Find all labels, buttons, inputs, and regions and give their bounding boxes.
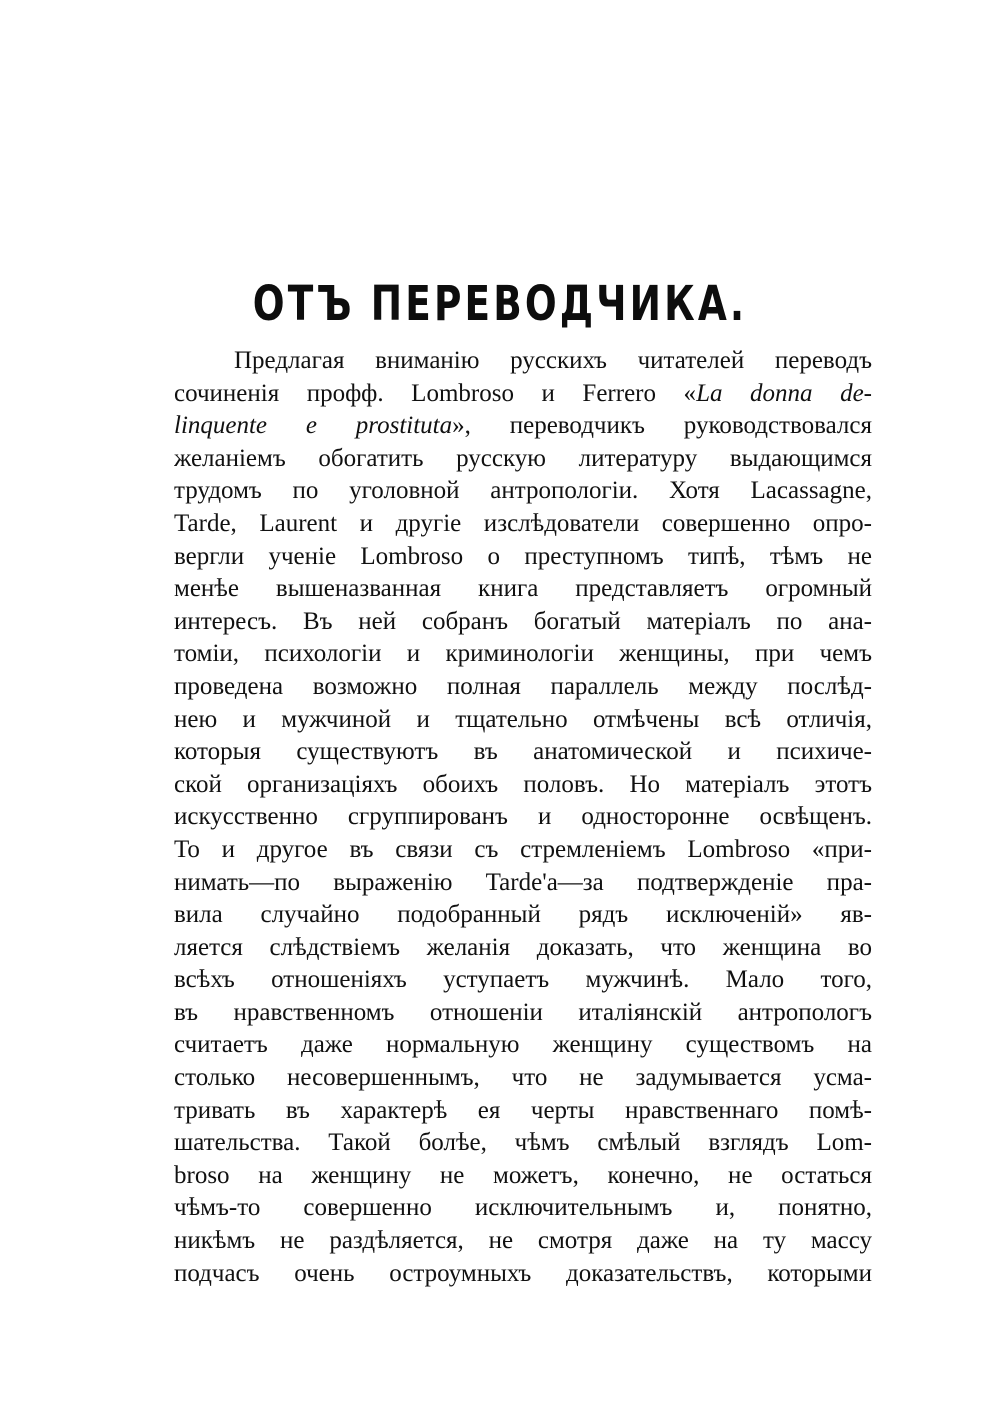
- text-line: никѣмъ не раздѣляется, не смотря даже на ту массу: [174, 1227, 872, 1255]
- text-line: шательства. Такой болѣе, чѣмъ смѣлый взглядъ Lom-: [174, 1129, 872, 1157]
- text-line: считаетъ даже нормальную женщину существомъ на: [174, 1031, 872, 1059]
- page-heading: ОТЪ ПЕРЕВОДЧИКА.: [252, 276, 748, 332]
- text-line: [174, 378, 872, 411]
- text-line: проведена возможно полная параллель между послѣд-: [174, 672, 872, 700]
- text-line: То и другое въ связи съ стремленіемъ Lombroso «при-: [174, 835, 872, 863]
- text-line: broso на женщину не можетъ, конечно, не остаться: [174, 1161, 872, 1189]
- text-line: Tarde, Laurent и другіе изслѣдователи совершенно опро-: [174, 509, 872, 537]
- text-segment: сочиненія профф. Lombroso и Ferrero «: [174, 379, 697, 407]
- text-line: [174, 410, 872, 443]
- text-line: искусственно сгруппированъ и односторонне освѣщенъ.: [174, 803, 872, 831]
- text-line: въ нравственномъ отношеніи италіянскій антропологъ: [174, 998, 872, 1026]
- text-line: нею и мужчиной и тщательно отмѣчены всѣ отличія,: [174, 705, 872, 733]
- text-line: ской организаціяхъ обоихъ половъ. Но матеріалъ этотъ: [174, 770, 872, 798]
- text-line: нимать—по выраженію Tarde'a—за подтвержденіе пра-: [174, 868, 872, 896]
- text-line: менѣе вышеназванная книга представляетъ огромный: [174, 575, 872, 603]
- text-line: подчасъ очень остроумныхъ доказательствъ, которыми: [174, 1259, 872, 1287]
- text-line: томіи, психологіи и криминологіи женщины, при чемъ: [174, 640, 872, 668]
- body-text: [174, 345, 872, 1290]
- italic-title: linquente e prostituta: [174, 412, 453, 440]
- text-line: трудомъ по уголовной антропологіи. Хотя Lacassagne,: [174, 477, 872, 505]
- text-line: вила случайно подобранный рядъ исключеній» яв-: [174, 901, 872, 929]
- text-line: желаніемъ обогатить русскую литературу выдающимся: [174, 444, 872, 472]
- text-line: чѣмъ-то совершенно исключительнымъ и, понятно,: [174, 1194, 872, 1222]
- text-segment: », переводчикъ руководствовался: [452, 412, 872, 440]
- text-line: столько несовершеннымъ, что не задумывается усма-: [174, 1064, 872, 1092]
- text-line: ляется слѣдствіемъ желанія доказать, что женщина во: [174, 933, 872, 961]
- italic-title: La donna de-: [696, 379, 872, 407]
- text-line: Предлагая вниманію русскихъ читателей переводъ: [234, 347, 872, 374]
- text-line: вергли ученіе Lombroso о преступномъ типѣ, тѣмъ не: [174, 542, 872, 570]
- text-line: тривать въ характерѣ ея черты нравственнаго помѣ-: [174, 1096, 872, 1124]
- text-line: интересъ. Въ ней собранъ богатый матеріалъ по ана-: [174, 607, 872, 635]
- text-line: всѣхъ отношеніяхъ уступаетъ мужчинѣ. Мало того,: [174, 966, 872, 994]
- text-line: которыя существуютъ въ анатомической и психиче-: [174, 738, 872, 766]
